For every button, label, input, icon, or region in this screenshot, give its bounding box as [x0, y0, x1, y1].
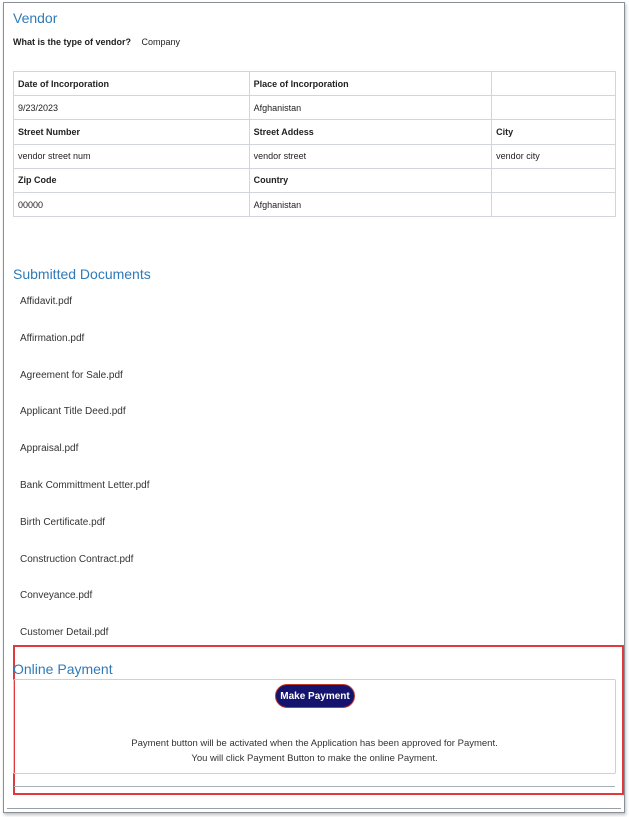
payment-note-line-1: Payment button will be activated when the Application has been approved for Payment.	[131, 738, 498, 749]
document-link[interactable]: Agreement for Sale.pdf	[20, 369, 123, 381]
document-link[interactable]: Conveyance.pdf	[20, 590, 93, 602]
table-value-cell: 00000	[14, 192, 250, 216]
document-link[interactable]: Construction Contract.pdf	[20, 553, 134, 565]
table-value-cell: vendor city	[492, 144, 616, 168]
table-row	[14, 120, 616, 144]
document-link[interactable]: Appraisal.pdf	[20, 443, 79, 455]
table-value-cell: Afghanistan	[249, 96, 492, 120]
table-row	[14, 192, 616, 216]
table-header-cell	[492, 168, 616, 192]
document-link[interactable]: Customer Detail.pdf	[20, 627, 109, 639]
vendor-type-label: What is the type of vendor?	[13, 37, 132, 47]
vendor-type-value: Company	[141, 37, 181, 47]
table-header-cell	[492, 72, 616, 96]
table-value-cell	[492, 192, 616, 216]
document-link[interactable]: Affidavit.pdf	[20, 296, 73, 307]
table-header-cell: Zip Code	[14, 168, 250, 192]
documents-section-title: Submitted Documents	[13, 266, 151, 282]
table-header-cell: Street Number	[14, 120, 250, 144]
table-row	[14, 144, 616, 168]
payment-section-title: Online Payment	[13, 661, 113, 677]
payment-divider	[14, 786, 615, 787]
document-link[interactable]: Applicant Title Deed.pdf	[20, 406, 126, 418]
table-header-cell: Country	[249, 168, 492, 192]
document-link[interactable]: Bank Committment Letter.pdf	[20, 479, 150, 491]
table-value-cell: vendor street num	[14, 144, 250, 168]
document-link[interactable]: Birth Certificate.pdf	[20, 516, 106, 528]
table-value-cell: vendor street	[249, 144, 492, 168]
vendor-section-title: Vendor	[13, 10, 58, 26]
table-value-cell: 9/23/2023	[14, 96, 250, 120]
table-header-cell: City	[492, 120, 616, 144]
table-row	[14, 168, 616, 192]
table-header-cell: Place of Incorporation	[249, 72, 492, 96]
document-link[interactable]: Affirmation.pdf	[20, 332, 85, 344]
table-row	[14, 72, 616, 96]
vendor-type-row	[13, 37, 180, 47]
documents-list	[20, 290, 150, 658]
table-row	[14, 96, 616, 120]
payment-note-line-2: You will click Payment Button to make the online Payment.	[191, 753, 438, 764]
table-value-cell: Afghanistan	[249, 192, 492, 216]
table-value-cell	[492, 96, 616, 120]
vendor-details-table	[13, 71, 616, 217]
table-header-cell: Street Addess	[249, 120, 492, 144]
frame-bottom-divider	[7, 808, 621, 809]
table-header-cell: Date of Incorporation	[14, 72, 250, 96]
make-payment-button[interactable]: Make Payment	[275, 684, 355, 708]
